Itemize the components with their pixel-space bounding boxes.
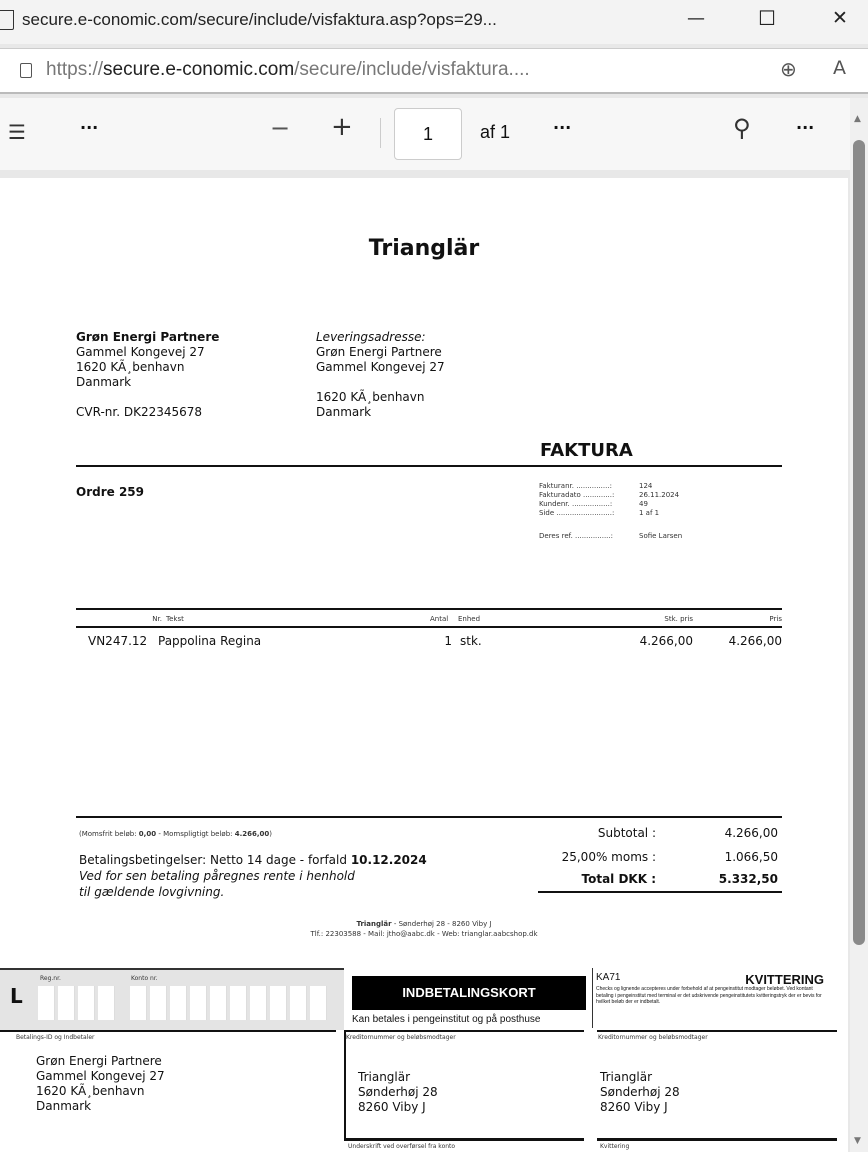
meta-value: 49 (639, 500, 648, 508)
meta-label: Fakturadato .............: (539, 491, 615, 499)
more-right-button[interactable]: ··· (796, 118, 815, 137)
subtotal-value: 4.266,00 (724, 826, 778, 840)
recipient-line: Sønderhøj 28 (358, 1085, 438, 1099)
payer-line: Gammel Kongevej 27 (36, 1069, 165, 1083)
receipt-rule (597, 1138, 837, 1141)
slip-vertical-line (344, 1030, 346, 1140)
receipt-recipient-address (600, 1070, 680, 1115)
read-aloud-icon[interactable]: A (833, 57, 846, 79)
meta-row (539, 500, 682, 509)
meta-row (539, 509, 682, 518)
sign-label: Underskrift ved overførsel fra konto (348, 1143, 456, 1150)
late-payment-note: Ved for sen betaling påregnes rente i henhold (79, 869, 355, 883)
url-scheme: https:// (46, 59, 104, 80)
page-icon (0, 10, 14, 30)
vat-value: 1.066,50 (724, 850, 778, 864)
lock-icon (20, 63, 32, 78)
scroll-down-arrow[interactable]: ▼ (854, 1136, 861, 1146)
regnr-label: Reg.nr. (40, 975, 61, 982)
contents-icon[interactable]: ☰ (8, 120, 26, 144)
line-unit: stk. (460, 634, 482, 648)
recipient-line: Trianglär (600, 1070, 653, 1084)
slip-rule-right (597, 1030, 837, 1032)
slip-code: KA71 (596, 972, 621, 983)
vertical-scrollbar[interactable] (850, 98, 868, 1152)
col-qty: Antal (430, 615, 449, 623)
late-payment-note-2: til gældende lovgivning. (79, 885, 225, 899)
meta-value: 1 af 1 (639, 509, 660, 517)
customer-cvr: CVR-nr. DK22345678 (76, 405, 203, 419)
more-left-button[interactable]: ··· (80, 118, 99, 137)
recipient-line: Sønderhøj 28 (600, 1085, 680, 1099)
slip-subtitle: Kan betales i pengeinstitut og på posthuse (352, 1014, 541, 1025)
payment-terms (79, 853, 427, 868)
due-date: 10.12.2024 (350, 853, 427, 867)
total-rule (538, 891, 782, 893)
subtotal-label: Subtotal : (597, 826, 656, 840)
creditor-label: Kreditornummer og beløbsmodtager (346, 1034, 456, 1041)
recipient-line: 8260 Viby J (600, 1100, 668, 1114)
meta-label: Fakturanr. ...............: (539, 482, 612, 490)
receipt-text: Checks og lignende accepteres under forbehold af at pengeinstitut modtager beløbet. Ved kontant betaling i pengeinstitut med terminal er det udskrivende pengeinstitutets kvitteringstryk der er bevis for hvilket beløb der er indbetalt. (596, 986, 822, 1005)
footer-company: Trianglär (356, 920, 392, 928)
meta-row (539, 482, 682, 491)
more-middle-button[interactable]: ··· (553, 118, 572, 137)
footer-line-1 (0, 920, 848, 929)
zoom-in-button[interactable]: + (331, 112, 353, 142)
delivery-country: Danmark (316, 405, 372, 419)
table-header (76, 615, 782, 625)
payer-line: Grøn Energi Partnere (36, 1054, 162, 1068)
customer-street: Gammel Kongevej 27 (76, 345, 205, 359)
zoom-icon[interactable]: ⊕ (780, 57, 797, 81)
recipient-address (358, 1070, 438, 1115)
close-button[interactable]: ✕ (832, 7, 848, 29)
line-price: 4.266,00 (728, 634, 782, 648)
minimize-button[interactable]: — (687, 8, 705, 29)
delivery-label: Leveringsadresse: (316, 330, 426, 344)
recipient-line: 8260 Viby J (358, 1100, 426, 1114)
delivery-address (316, 330, 445, 420)
slip-mark: L (10, 984, 23, 1008)
sign-rule (344, 1138, 584, 1141)
line-unit-price: 4.266,00 (639, 634, 693, 648)
meta-row (539, 491, 682, 500)
document-type: FAKTURA (540, 440, 633, 461)
recipient-line: Trianglär (358, 1070, 411, 1084)
url[interactable] (46, 59, 530, 81)
table-row (76, 634, 782, 650)
customer-address (76, 330, 219, 420)
meta-label: Deres ref. ................: (539, 532, 613, 540)
meta-value: 124 (639, 482, 653, 490)
line-text: Pappolina Regina (158, 634, 262, 648)
vat-liable-label: - Momspligtigt beløb: (158, 830, 233, 838)
window-title: secure.e-conomic.com/secure/include/visfaktura.asp?ops=29... (22, 10, 497, 29)
meta-value: Sofie Larsen (639, 532, 683, 540)
table-top-rule (76, 608, 782, 610)
kontonr-boxes (130, 986, 327, 1020)
line-qty: 1 (444, 634, 452, 648)
payer-address (36, 1054, 165, 1114)
payer-line: 1620 KÃ¸benhavn (36, 1084, 145, 1098)
header-rule (76, 465, 782, 467)
page-number-input[interactable]: 1 (394, 108, 462, 160)
payer-label: Betalings-ID og Indbetaler (16, 1034, 95, 1041)
slip-rule-mid (344, 1030, 584, 1032)
payer-line: Danmark (36, 1099, 92, 1113)
vat-free-label: (Momsfrit beløb: (79, 830, 137, 838)
invoice-meta (539, 482, 682, 541)
slip-divider (592, 968, 593, 1028)
terms-text: Betalingsbetingelser: Netto 14 dage - forfald (79, 853, 347, 867)
page-count: af 1 (480, 122, 511, 142)
meta-row (539, 532, 682, 541)
creditor-label-receipt: Kreditornummer og beløbsmodtager (598, 1034, 708, 1041)
col-unit: Enhed (458, 615, 481, 623)
window-titlebar (0, 0, 868, 44)
footer-line-2: Tlf.: 22303588 - Mail: jtho@aabc.dk - Web: trianglar.aabcshop.dk (310, 930, 538, 938)
footer-address: - Sønderhøj 28 - 8260 Viby J (391, 920, 492, 928)
receipt-title: KVITTERING (745, 972, 824, 987)
col-unit-price: Stk. pris (664, 615, 693, 623)
url-path: /secure/include/visfaktura.... (294, 59, 530, 80)
pdf-toolbar (0, 98, 850, 170)
customer-country: Danmark (76, 375, 132, 389)
maximize-button[interactable]: ☐ (758, 6, 776, 30)
kontonr-label: Konto nr. (131, 975, 158, 982)
vat-label: 25,00% moms : (561, 850, 656, 864)
url-domain: secure.e-conomic.com (103, 59, 295, 80)
order-number: Ordre 259 (76, 485, 144, 499)
slip-rule-left (0, 1030, 336, 1032)
delivery-city: 1620 KÃ¸benhavn (316, 390, 425, 404)
vat-liable-amount: 4.266,00 (234, 830, 270, 838)
table-header-rule (76, 626, 782, 628)
meta-label: Side .........................: (539, 509, 615, 517)
col-nr: Nr. (152, 615, 162, 623)
customer-name: Grøn Energi Partnere (76, 330, 220, 344)
divider (380, 118, 381, 148)
slip-title: INDBETALINGSKORT (352, 976, 586, 1010)
vat-note (79, 830, 272, 839)
meta-value: 26.11.2024 (639, 491, 680, 499)
totals-rule (76, 816, 782, 818)
meta-label: Kundenr. .................: (539, 500, 613, 508)
address-bar[interactable] (0, 48, 868, 94)
customer-city: 1620 KÃ¸benhavn (76, 360, 185, 374)
vat-note-end: ) (269, 830, 273, 838)
total-value: 5.332,50 (718, 872, 778, 886)
zoom-out-button[interactable]: − (270, 114, 291, 142)
regnr-boxes (38, 986, 115, 1020)
search-icon[interactable]: ⚲ (733, 114, 751, 142)
delivery-name: Grøn Energi Partnere (316, 345, 442, 359)
vat-free-amount: 0,00 (138, 830, 157, 838)
pdf-page (0, 178, 848, 1152)
delivery-street: Gammel Kongevej 27 (316, 360, 445, 374)
receipt-label: Kvittering (600, 1143, 630, 1150)
scroll-thumb[interactable] (853, 140, 865, 945)
line-nr: VN247.12 (88, 634, 148, 648)
col-price: Pris (769, 615, 782, 623)
scroll-up-arrow[interactable]: ▲ (854, 114, 861, 124)
company-title: Trianglär (368, 236, 480, 261)
col-text: Tekst (166, 615, 184, 623)
total-label: Total DKK : (581, 872, 656, 886)
